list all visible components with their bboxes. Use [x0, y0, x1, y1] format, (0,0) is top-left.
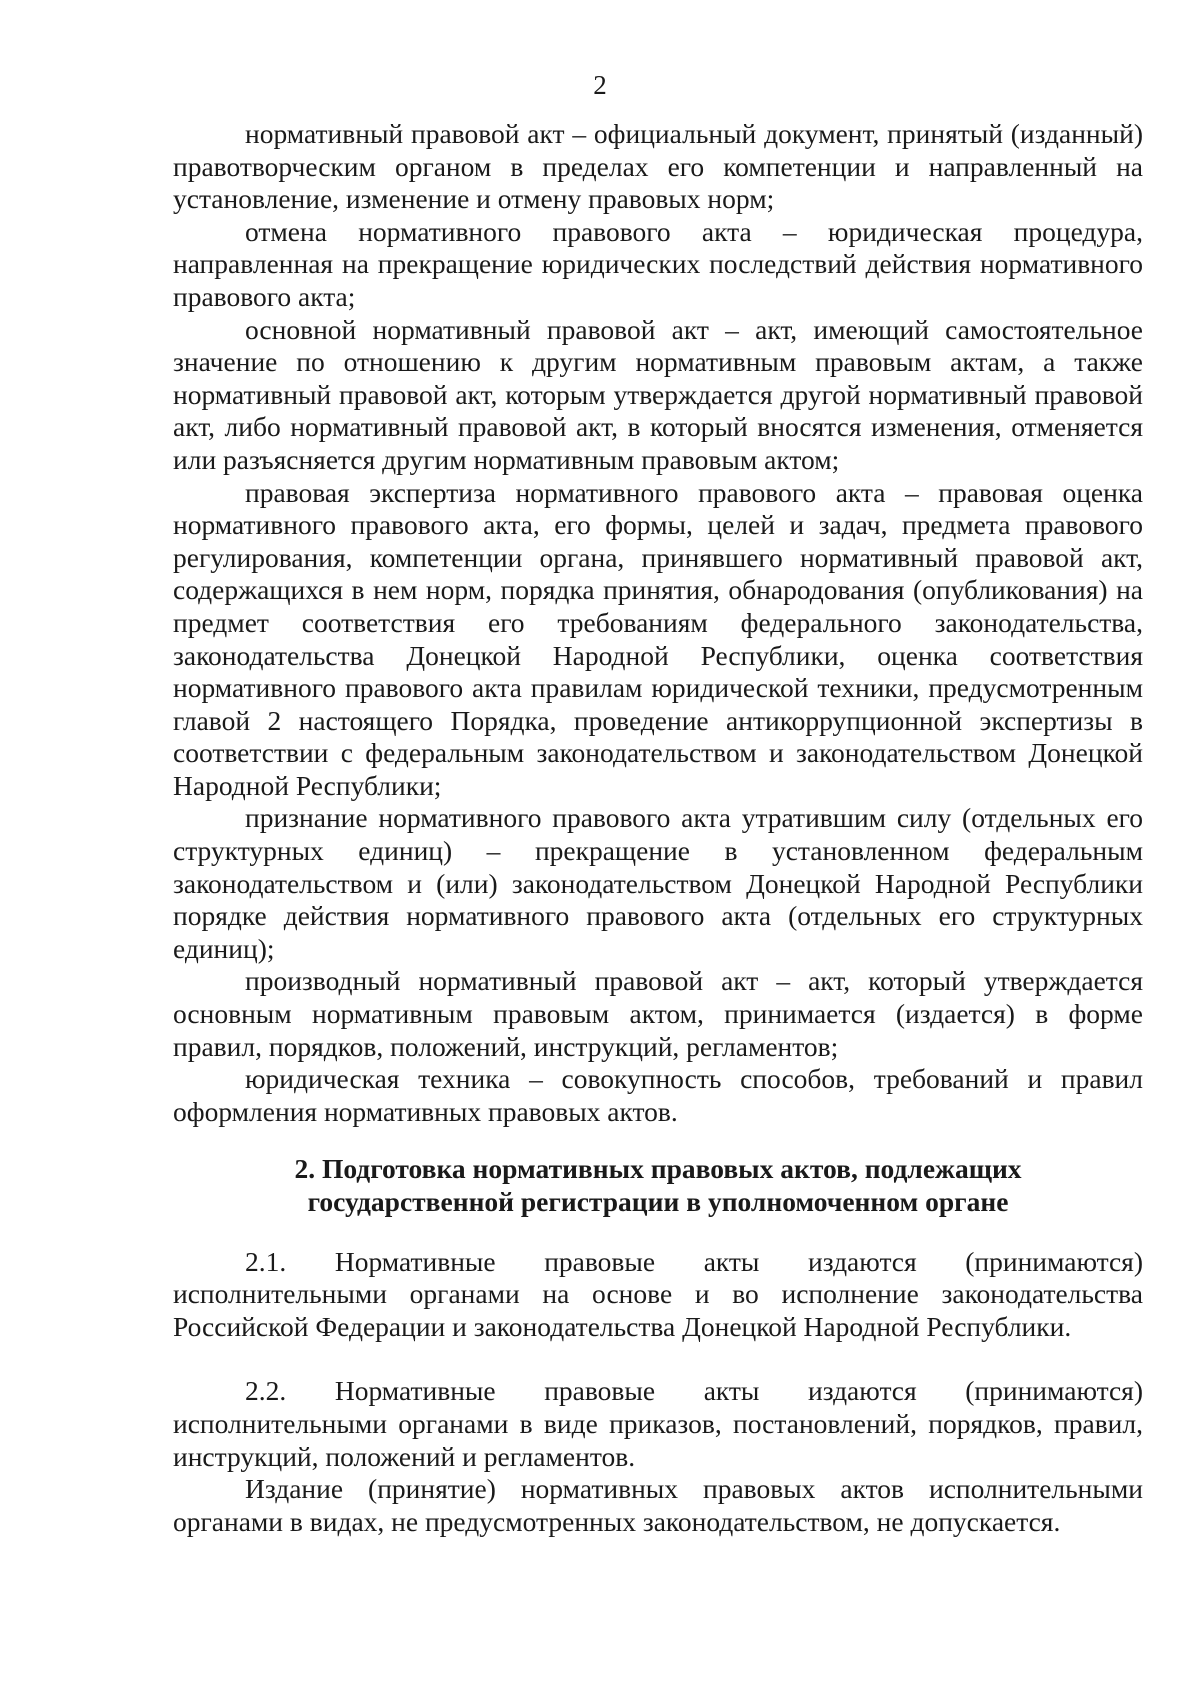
- section-heading-line-1: 2. Подготовка нормативных правовых актов, подлежащих: [294, 1153, 1022, 1185]
- definition-basic-act: основной нормативный правовой акт – акт, имеющий самостоятельное значение по отношению к другим нормативным правовым актам, а также нормативный правовой акт, которым утверждается другой нормативный правовой акт, либо нормативный правовой акт, в который вносятся изменения, отменяется или разъясняется другим нормативным правовым актом;: [173, 313, 1143, 475]
- section-heading: [173, 1153, 1143, 1218]
- definition-derived-act: производный нормативный правовой акт – акт, который утверждается основным нормативным правовым актом, принимается (издается) в форме правил, порядков, положений, инструкций, регламентов;: [173, 965, 1143, 1062]
- clause-2-2-continuation: Издание (принятие) нормативных правовых актов исполнительными органами в видах, не предусмотренных законодательством, не допускается.: [173, 1473, 1143, 1537]
- page-number: 2: [593, 70, 607, 100]
- definition-repeal: отмена нормативного правового акта – юридическая процедура, направленная на прекращение юридических последствий действия нормативного правового акта;: [173, 215, 1143, 312]
- document-body: [173, 118, 1143, 1538]
- clause-2-1: 2.1. Нормативные правовые акты издаются (принимаются) исполнительными органами на основе и во исполнение законодательства Российской Федерации и законодательства Донецкой Народной Республики.: [173, 1245, 1143, 1342]
- definition-invalidation: признание нормативного правового акта утратившим силу (отдельных его структурных единиц) – прекращение в установленном федеральным законодательством и (или) законодательством Донецкой Народной Республики порядке действия нормативного правового акта (отдельных его структурных единиц);: [173, 802, 1143, 964]
- definition-legal-expertise: правовая экспертиза нормативного правового акта – правовая оценка нормативного правового акта, его формы, целей и задач, предмета правового регулирования, компетенции органа, принявшего нормативный правовой акт, содержащихся в нем норм, порядка принятия, обнародования (опубликования) на предмет соответствия его требованиям федерального законодательства, законодательства Донецкой Народной Республики, оценка соответствия нормативного правового акта правилам юридической техники, предусмотренным главой 2 настоящего Порядка, проведение антикоррупционной экспертизы в соответствии с федеральным законодательством и законодательством Донецкой Народной Республики;: [173, 476, 1143, 801]
- definition-legal-technique: юридическая техника – совокупность способов, требований и правил оформления нормативных правовых актов.: [173, 1063, 1143, 1127]
- clause-2-2: 2.2. Нормативные правовые акты издаются (принимаются) исполнительными органами в виде приказов, постановлений, порядков, правил, инструкций, положений и регламентов.: [173, 1375, 1143, 1472]
- definition-normative-act: нормативный правовой акт – официальный документ, принятый (изданный) правотворческим органом в пределах его компетенции и направленный на установление, изменение и отмену правовых норм;: [173, 118, 1143, 215]
- section-heading-line-2: государственной регистрации в уполномоченном органе: [307, 1186, 1009, 1217]
